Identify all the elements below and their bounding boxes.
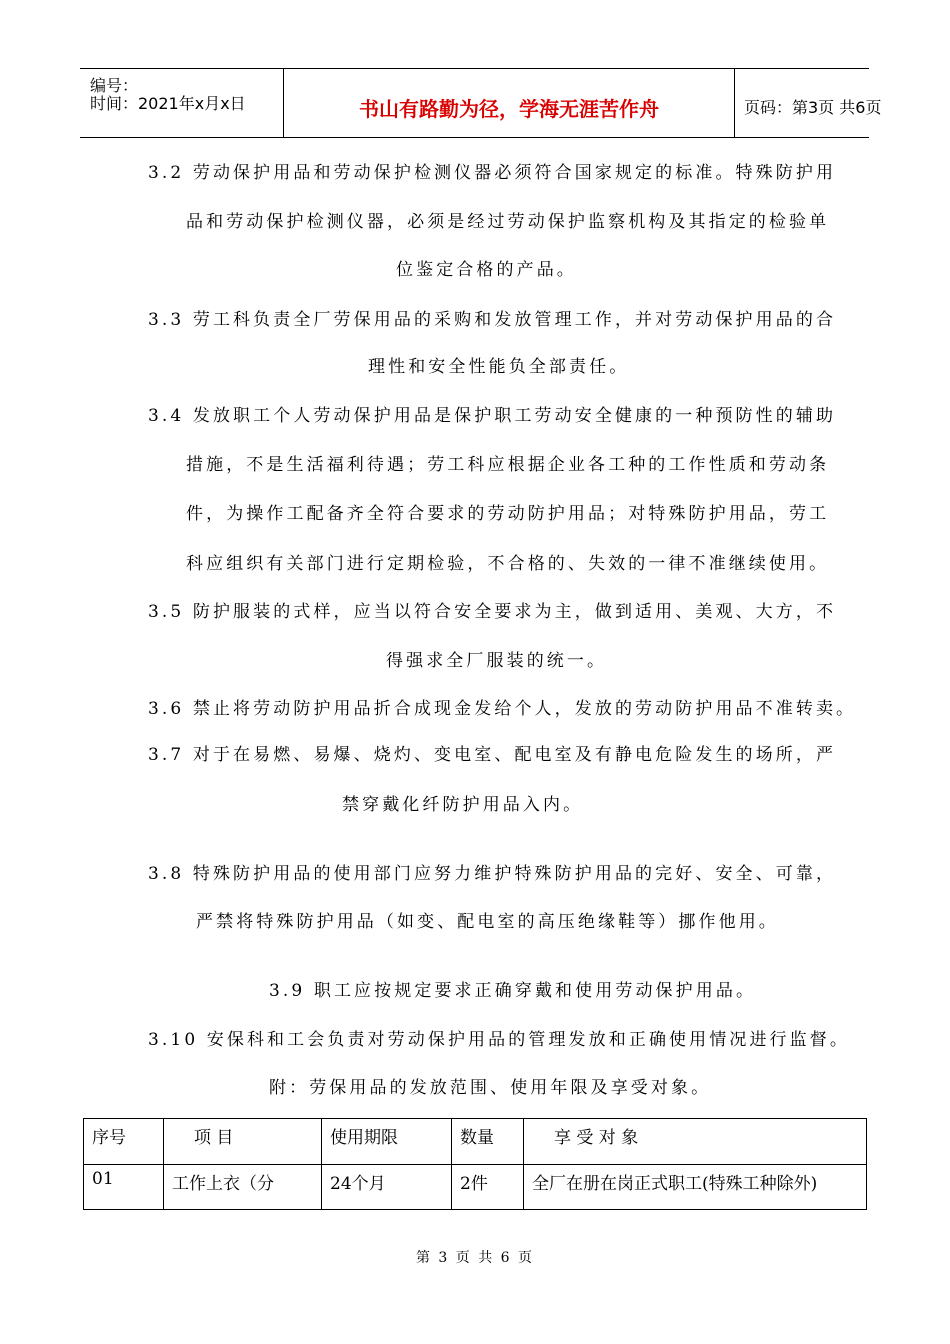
body-line: 3.6 禁止将劳动防护用品折合成现金发给个人，发放的劳动防护用品不准转卖。 — [148, 699, 857, 719]
table-cell: 2件 — [452, 1165, 524, 1210]
body-line: 严禁将特殊防护用品（如变、配电室的高压绝缘鞋等）挪作他用。 — [196, 912, 779, 932]
body-line: 得强求全厂服装的统一。 — [386, 651, 608, 671]
table-header-cell: 享 受 对 象 — [524, 1119, 867, 1165]
table-cell: 全厂在册在岗正式职工(特殊工种除外) — [524, 1165, 867, 1210]
header-meta — [80, 69, 283, 137]
body-line: 件，为操作工配备齐全符合要求的劳动防护用品；对特殊防护用品，劳工 — [186, 504, 830, 524]
body-line: 3.8 特殊防护用品的使用部门应努力维护特殊防护用品的完好、安全、可靠， — [148, 864, 837, 884]
body-line: 3.2 劳动保护用品和劳动保护检测仪器必须符合国家规定的标准。特殊防护用 — [148, 163, 837, 183]
body-line: 附：劳保用品的发放范围、使用年限及享受对象。 — [269, 1078, 712, 1098]
page-header — [80, 68, 882, 138]
body-line: 科应组织有关部门进行定期检验，不合格的、失效的一律不准继续使用。 — [186, 554, 830, 574]
motto: 书山有路勤为径，学海无涯苦作舟 — [359, 97, 659, 121]
body-line: 措施，不是生活福利待遇；劳工科应根据企业各工种的工作性质和劳动条 — [186, 455, 830, 475]
body-line: 3.9 职工应按规定要求正确穿戴和使用劳动保护用品。 — [269, 981, 757, 1001]
body-line: 3.7 对于在易燃、易爆、烧灼、变电室、配电室及有静电危险发生的场所，严 — [148, 745, 837, 765]
table-cell: 24个月 — [322, 1165, 452, 1210]
header-page-cell — [734, 69, 882, 137]
header-motto-cell — [283, 69, 735, 137]
page-info: 页码：第3页 共6页 — [744, 98, 882, 117]
code-label: 编号： — [90, 76, 139, 95]
table-header-cell: 数量 — [452, 1119, 524, 1165]
table-cell: 01 — [84, 1165, 164, 1210]
table-header-cell: 项 目 — [164, 1119, 322, 1165]
body-line: 3.3 劳工科负责全厂劳保用品的采购和发放管理工作，并对劳动保护用品的合 — [148, 310, 837, 330]
table-cell: 工作上衣（分 — [164, 1165, 322, 1210]
table-row — [84, 1165, 867, 1210]
body-line: 品和劳动保护检测仪器，必须是经过劳动保护监察机构及其指定的检验单 — [186, 212, 830, 232]
time-label: 时间：2021年x月x日 — [90, 94, 246, 113]
table-header-row — [84, 1119, 867, 1165]
body-line: 3.4 发放职工个人劳动保护用品是保护职工劳动安全健康的一种预防性的辅助 — [148, 406, 837, 426]
body-line: 3.5 防护服装的式样，应当以符合安全要求为主，做到适用、美观、大方，不 — [148, 602, 837, 622]
allocation-table — [83, 1118, 867, 1210]
body-line: 3.10 安保科和工会负责对劳动保护用品的管理发放和正确使用情况进行监督。 — [148, 1030, 850, 1050]
body-line: 理性和安全性能负全部责任。 — [368, 357, 630, 377]
table-header-cell: 序号 — [84, 1119, 164, 1165]
page-footer: 第 3 页 共 6 页 — [415, 1250, 535, 1266]
table-header-cell: 使用期限 — [322, 1119, 452, 1165]
body-line: 禁穿戴化纤防护用品入内。 — [342, 795, 584, 815]
body-line: 位鉴定合格的产品。 — [396, 260, 577, 280]
